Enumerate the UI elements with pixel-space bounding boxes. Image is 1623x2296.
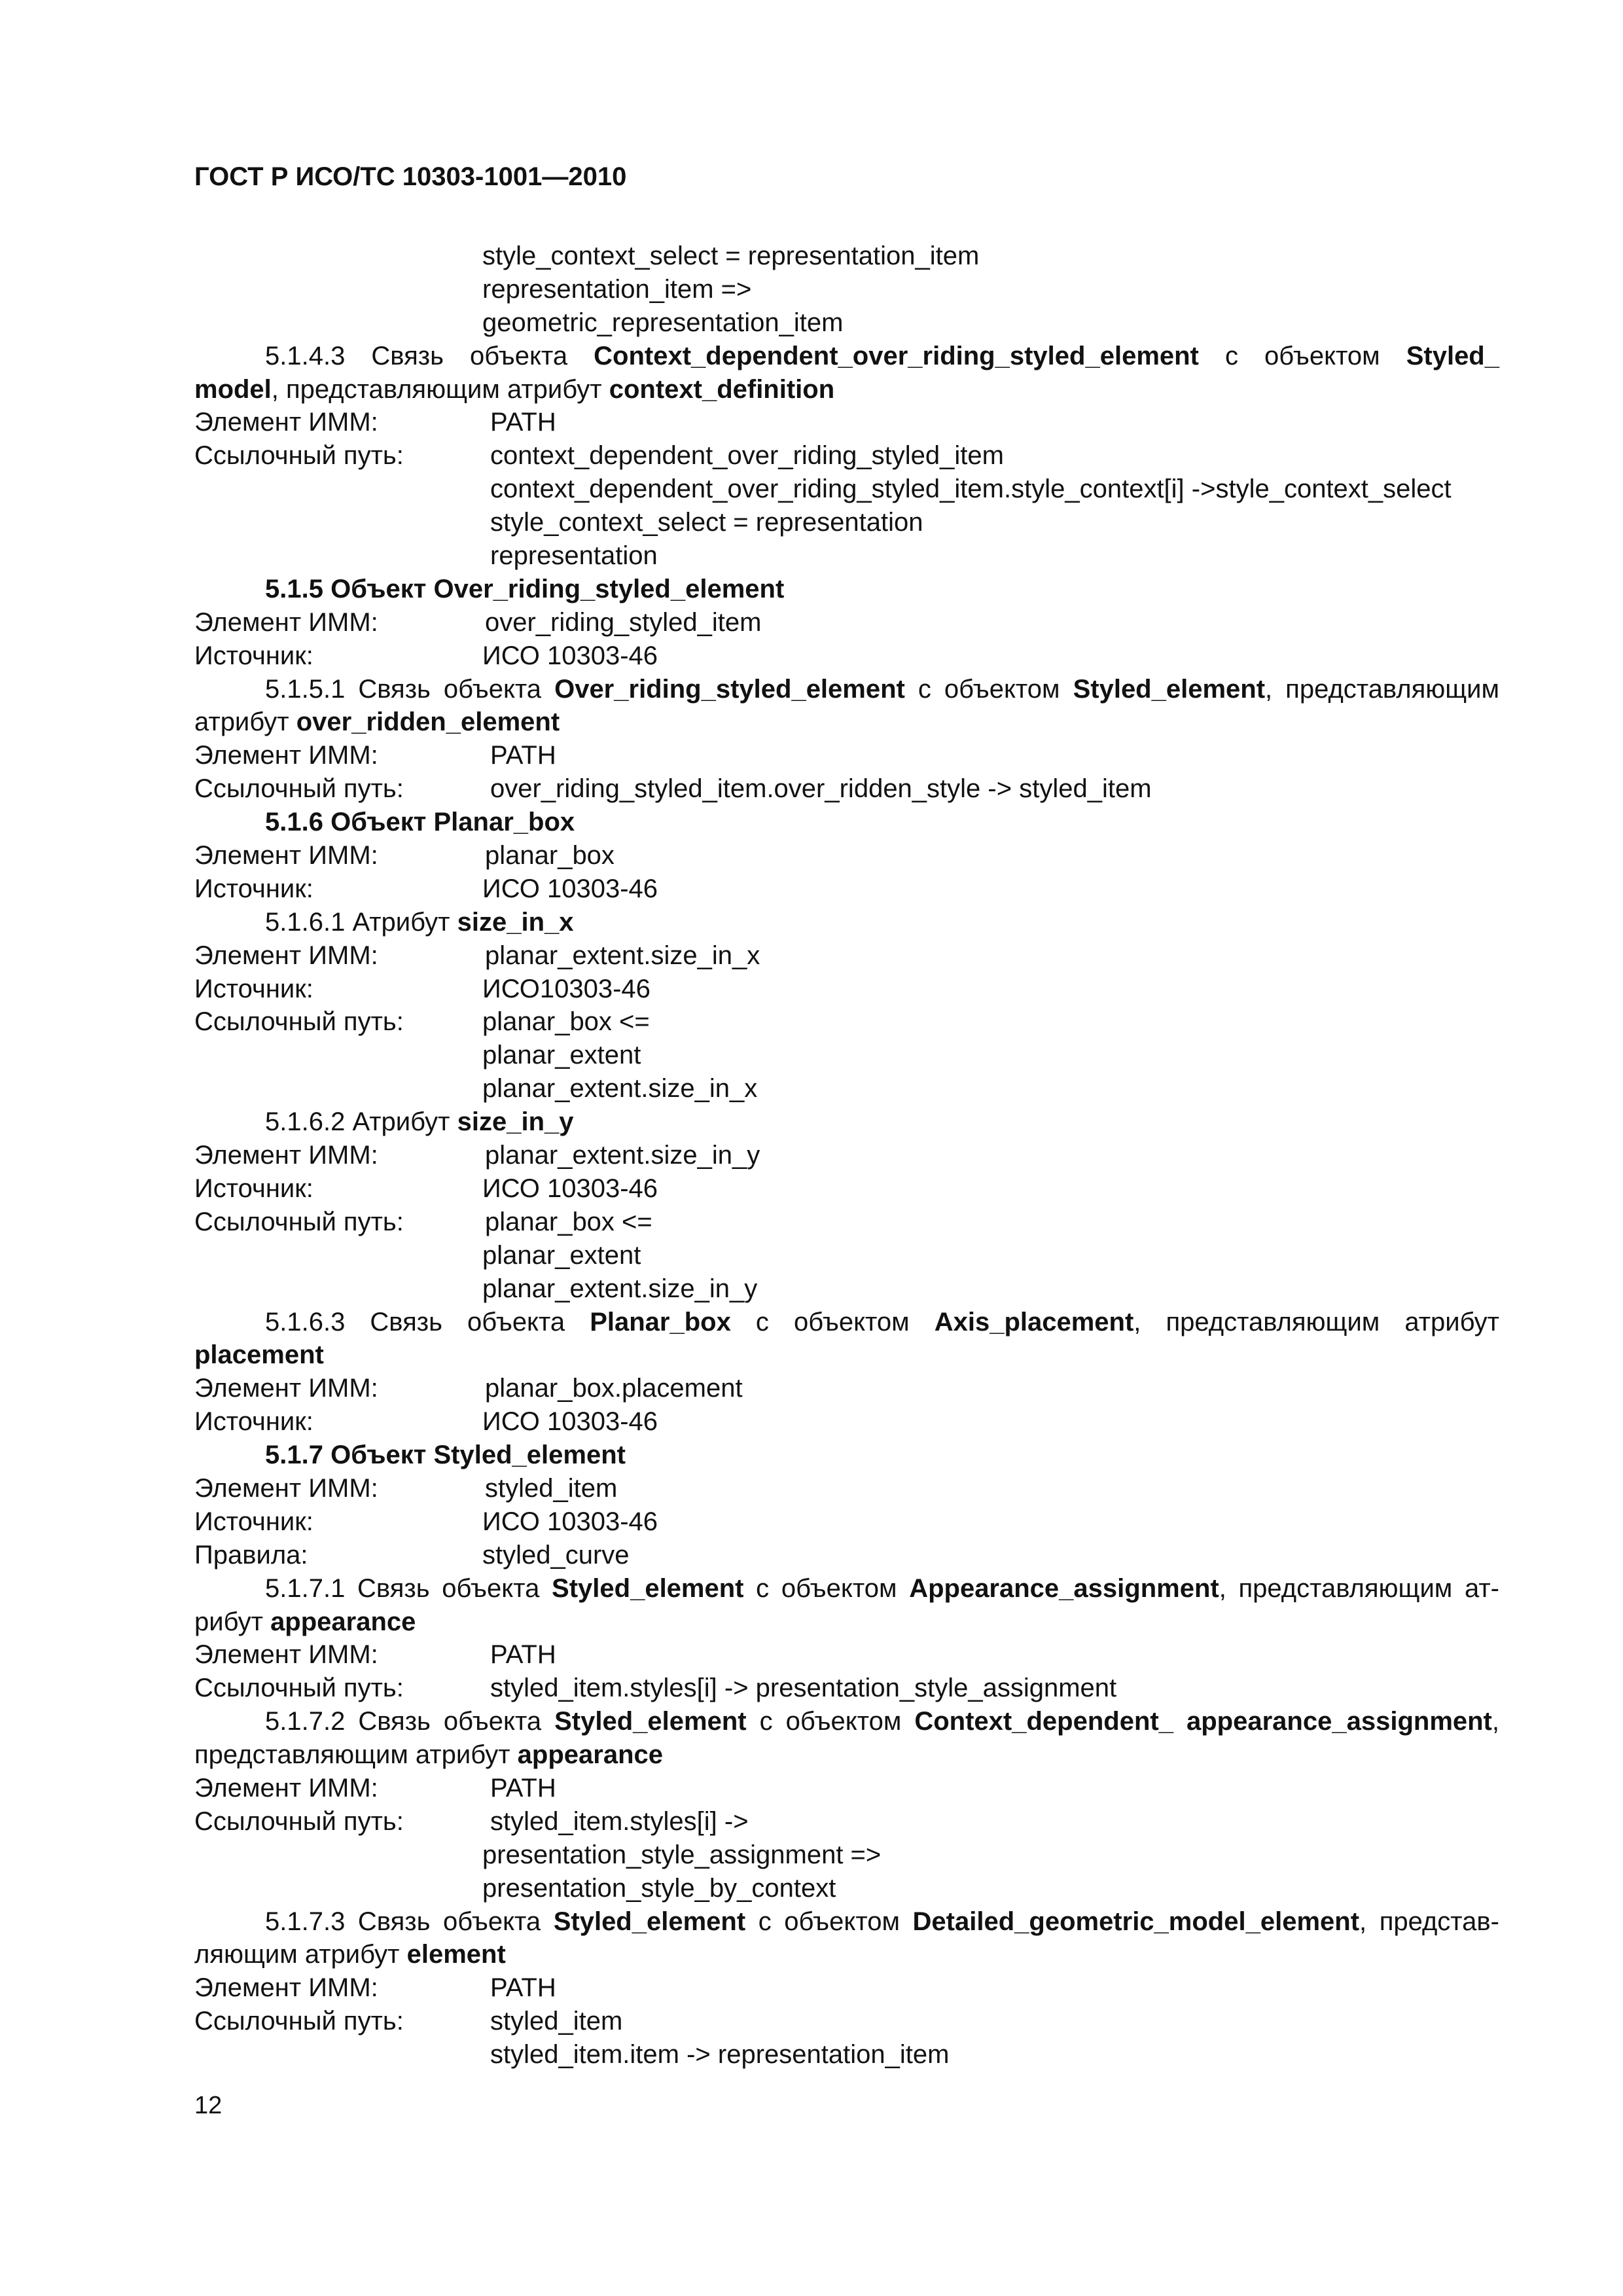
- text-line: styled_item.item -> representation_item: [490, 2040, 950, 2070]
- field-label: Ссылочный путь:: [194, 1806, 404, 1836]
- field-row: [194, 1139, 1499, 1172]
- field-value: planar_box.placement: [485, 1374, 743, 1403]
- field-row: [194, 1638, 1499, 1672]
- field-label: Ссылочный путь:: [194, 441, 404, 471]
- field-value: styled_item: [490, 2007, 623, 2036]
- text-line: context_dependent_over_riding_styled_item.style_context[i] ->style_context_select: [490, 475, 1452, 504]
- text-line: presentation_style_assignment =>: [482, 1840, 882, 1869]
- section-5-1-6-3-line1: 5.1.6.3 Связь объекта Planar_box с объектом Axis_placement, представляющим атрибут: [265, 1307, 1499, 1336]
- field-label: Элемент ИММ:: [194, 408, 378, 437]
- field-row: [194, 439, 1499, 473]
- field-label: Источник:: [194, 1407, 313, 1437]
- field-row: [194, 939, 1499, 973]
- field-row: [194, 1372, 1499, 1405]
- section-5-1-7-1-line1: 5.1.7.1 Связь объекта Styled_element с объектом Appearance_assignment, представляющим ат-: [265, 1573, 1499, 1603]
- section-5-1-4-3-line2: model, представляющим атрибут context_definition: [194, 374, 835, 404]
- field-row: [194, 1805, 1499, 1839]
- section-5-1-7-1-line2: рибут appearance: [194, 1607, 416, 1636]
- section-heading-5-1-6: 5.1.6 Объект Planar_box: [265, 808, 575, 837]
- field-value: PATH: [490, 408, 556, 437]
- section-5-1-7-2-line1: 5.1.7.2 Связь объекта Styled_element с объектом Context_dependent_ appearance_assignment,: [265, 1707, 1500, 1736]
- field-label: Ссылочный путь:: [194, 1674, 404, 1703]
- field-value: planar_box <=: [482, 1007, 650, 1037]
- document-header: ГОСТ Р ИСО/ТС 10303-1001—2010: [194, 162, 627, 191]
- field-label: Элемент ИММ:: [194, 941, 378, 970]
- section-5-1-6-2: 5.1.6.2 Атрибут size_in_y: [265, 1107, 574, 1137]
- section-5-1-7-3-line1: 5.1.7.3 Связь объекта Styled_element с объектом Detailed_geometric_model_element, представ-: [265, 1907, 1499, 1936]
- field-row: [194, 1772, 1499, 1805]
- field-row: [194, 1405, 1499, 1439]
- field-value: ИСО 10303-46: [482, 1507, 658, 1536]
- field-row: [194, 1539, 1499, 1572]
- field-label: Элемент ИММ:: [194, 1640, 378, 1670]
- field-label: Источник:: [194, 874, 313, 903]
- field-row: [194, 739, 1499, 772]
- field-value: styled_item.styles[i] -> presentation_style_assignment: [490, 1674, 1117, 1703]
- field-value: planar_extent.size_in_y: [485, 1141, 760, 1170]
- text-line: representation_item =>: [482, 274, 752, 304]
- text-line: geometric_representation_item: [482, 308, 844, 337]
- field-value: over_riding_styled_item.over_ridden_style -> styled_item: [490, 774, 1152, 804]
- field-row: [194, 1472, 1499, 1505]
- field-label: Элемент ИММ:: [194, 1973, 378, 2003]
- field-value: styled_item.styles[i] ->: [490, 1806, 749, 1836]
- field-row: [194, 639, 1499, 673]
- field-value: PATH: [490, 1773, 556, 1803]
- field-label: Ссылочный путь:: [194, 1007, 404, 1037]
- section-heading-5-1-7: 5.1.7 Объект Styled_element: [265, 1441, 626, 1470]
- field-label: Элемент ИММ:: [194, 841, 378, 870]
- field-row: [194, 772, 1499, 806]
- field-label: Элемент ИММ:: [194, 741, 378, 770]
- text-line: planar_extent: [482, 1240, 641, 1270]
- field-label: Источник:: [194, 1507, 313, 1536]
- field-label: Элемент ИММ:: [194, 1473, 378, 1503]
- text-line: representation: [490, 541, 658, 571]
- field-label: Ссылочный путь:: [194, 774, 404, 804]
- document-body: [194, 240, 1499, 2072]
- section-5-1-5-1-line2: атрибут over_ridden_element: [194, 708, 560, 737]
- field-row: [194, 2005, 1499, 2038]
- text-line: planar_extent: [482, 1041, 641, 1070]
- field-value: ИСО10303-46: [482, 974, 651, 1003]
- field-value: context_dependent_over_riding_styled_item: [490, 441, 1004, 471]
- text-line: style_context_select = representation: [490, 508, 923, 537]
- field-value: ИСО 10303-46: [482, 1407, 658, 1437]
- field-label: Источник:: [194, 641, 313, 670]
- field-row: [194, 406, 1499, 439]
- text-line: style_context_select = representation_item: [482, 242, 980, 270]
- field-value: styled_curve: [482, 1540, 630, 1570]
- field-value: planar_box: [485, 841, 615, 870]
- field-label: Ссылочный путь:: [194, 1207, 404, 1236]
- field-label: Элемент ИММ:: [194, 1374, 378, 1403]
- field-label: Источник:: [194, 1174, 313, 1203]
- field-label: Элемент ИММ:: [194, 1141, 378, 1170]
- field-row: [194, 1672, 1499, 1705]
- field-row: [194, 1206, 1499, 1239]
- field-row: [194, 1505, 1499, 1539]
- field-row: [194, 1172, 1499, 1206]
- field-value: ИСО 10303-46: [482, 641, 658, 670]
- field-row: [194, 973, 1499, 1006]
- section-5-1-7-2-line2: представляющим атрибут appearance: [194, 1740, 664, 1770]
- field-value: PATH: [490, 1973, 556, 2003]
- field-row: [194, 872, 1499, 906]
- field-value: ИСО 10303-46: [482, 874, 658, 903]
- field-row: [194, 606, 1499, 639]
- field-label: Ссылочный путь:: [194, 2007, 404, 2036]
- field-value: ИСО 10303-46: [482, 1174, 658, 1203]
- text-line: planar_extent.size_in_y: [482, 1274, 758, 1303]
- field-label: Элемент ИММ:: [194, 1773, 378, 1803]
- field-value: PATH: [490, 741, 556, 770]
- field-label: Правила:: [194, 1540, 308, 1570]
- page-number: 12: [194, 2092, 223, 2119]
- section-5-1-6-1: 5.1.6.1 Атрибут size_in_x: [265, 907, 574, 937]
- field-label: Источник:: [194, 974, 313, 1003]
- field-label: Элемент ИММ:: [194, 607, 378, 637]
- field-row: [194, 839, 1499, 872]
- section-5-1-5-1-line1: 5.1.5.1 Связь объекта Over_riding_styled_element с объектом Styled_element, представляющим: [265, 674, 1500, 704]
- text-line: presentation_style_by_context: [482, 1873, 836, 1903]
- field-value: planar_extent.size_in_x: [485, 941, 760, 970]
- field-row: [194, 1971, 1499, 2005]
- field-value: PATH: [490, 1640, 556, 1670]
- section-5-1-7-3-line2: ляющим атрибут element: [194, 1940, 506, 1969]
- section-5-1-6-3-line2: placement: [194, 1340, 324, 1370]
- field-value: planar_box <=: [485, 1207, 652, 1236]
- field-value: styled_item: [485, 1473, 618, 1503]
- field-value: over_riding_styled_item: [485, 607, 762, 637]
- section-5-1-4-3-line1: 5.1.4.3 Связь объекта Context_dependent_over_riding_styled_element с объектом Styled_: [265, 341, 1499, 370]
- section-heading-5-1-5: 5.1.5 Объект Over_riding_styled_element: [265, 574, 785, 603]
- field-row: [194, 1005, 1499, 1039]
- text-line: planar_extent.size_in_x: [482, 1074, 758, 1103]
